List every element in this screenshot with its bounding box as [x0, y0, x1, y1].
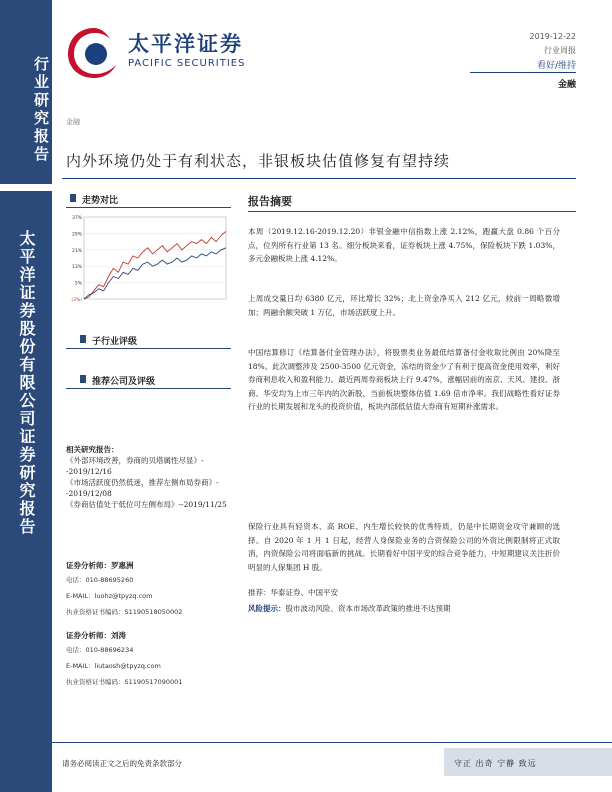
section-recommend — [92, 374, 155, 387]
title-rule — [62, 178, 576, 179]
logo-cn-text: 太平洋证券 — [128, 32, 243, 56]
logo-mark-icon — [66, 24, 122, 80]
analyst-2 — [66, 630, 241, 688]
section-recommend-label: 推荐公司及评级 — [92, 377, 156, 387]
related-label: 相关研究报告： — [66, 445, 119, 454]
summary-rule — [248, 211, 576, 212]
footer-rule — [52, 742, 612, 743]
footer-disclaimer[interactable]: 请务必阅读正文之后的免责条款部分 — [62, 759, 182, 768]
summary-heading: 报告摘要 — [248, 195, 292, 208]
analyst-cert: 执业资格证书编码：S1190517090001 — [66, 678, 183, 686]
company-logo — [66, 24, 276, 80]
logo-en-text: PACIFIC SECURITIES — [128, 58, 246, 69]
summary-paragraph: 保险行业具有轻资本、高 ROE、内生增长较快的优秀特质，仍是中长期资金攻守兼顾的选择。自 2020 年 1 月 1 日起，经营人身保险业务的合资保险公司的外资比例限制将正式取消，内资保险公司将面临新的挑战。长期看好中国平安的综合竞争能力，中短期建议关注折价明显的人保集团 H 股。 — [248, 522, 560, 572]
section-marker-icon — [70, 194, 76, 202]
sidebar-report-type: 行业研究报告 — [32, 56, 50, 164]
analyst-title: 证券分析师：刘涛 — [66, 631, 126, 640]
sidebar-company: 太平洋证券股份有限公司证券研究报告 — [17, 230, 36, 536]
section-sub-rating-label: 子行业评级 — [92, 337, 138, 347]
footer-motto-box — [444, 748, 612, 776]
related-item[interactable]: 《市场活跃度仍然低迷，推荐左侧布局券商》--2019/12/08 — [66, 478, 219, 498]
chart-y-tick-label: 5% — [74, 281, 82, 287]
section-marker-icon — [80, 335, 86, 343]
summary-paragraph: 上周成交量日均 6380 亿元，环比增长 32%；北上资金净买入 212 亿元，较前一周略微增加；两融余额突破 1 万亿，市场活跃度上升。 — [248, 294, 560, 317]
related-item[interactable]: 《券商估值处于低位可左侧布局》--2019/11/25 — [66, 500, 227, 509]
analyst-email[interactable]: E-MAIL：luohz@tpyzq.com — [66, 592, 153, 600]
risk-line — [248, 602, 560, 616]
summary-paragraph: 本周（2019.12.16-2019.12.20）非银金融中信指数上涨 2.12%，跑赢大盘 0.86 个百分点，位列所有行业第 13 名。细分板块来看，证券板块上涨 4.75%，保险板块下跌 1.03%，多元金融板块上涨 4.12%。 — [248, 227, 560, 263]
section-sub-rating — [92, 334, 137, 347]
recommend-rule — [66, 388, 231, 389]
recommend-line: 推荐：华泰证券、中国平安 — [248, 588, 338, 597]
risk-text: 股市波动风险、资本市场改革政策的推进不达预期 — [285, 604, 451, 613]
chart-frame — [84, 217, 226, 299]
chart-y-tick-label: 29% — [71, 232, 82, 238]
section-marker-icon — [80, 375, 86, 383]
header-rule — [470, 72, 576, 73]
chart-y-tick-label: (3%) — [71, 298, 82, 303]
analyst-title: 证券分析师：罗惠洲 — [66, 561, 134, 570]
chart-series-line — [84, 248, 226, 299]
sector-label: 金融 — [66, 118, 80, 126]
section-trend-label: 走势对比 — [82, 196, 119, 206]
trend-chart — [66, 211, 231, 311]
analyst-cert: 执业资格证书编码：S1190518050002 — [66, 608, 183, 616]
summary-paragraph: 中国结算修订《结算备付金管理办法》，将股票类业务最低结算备付金收取比例由 20%降至 18%。此次调整涉及 2500-3500 亿元资金，冻结的资金少了有利于提高资金使用效率，利好券商利息收入和盈利能力。最近两周券商板块上行 9.47%，涨幅居前的南京、天风、建投、浙商、华安均为上市三年内的次新股，当前板块整体估值 1.69 倍市净率。我们战略性看好证券行业的长期发展和龙头的投资价值，板块内部低估值大券商有短期补涨需求。 — [248, 348, 560, 411]
trend-rule — [66, 207, 231, 208]
page-title: 内外环境仍处于有利状态，非银板块估值修复有望持续 — [66, 152, 451, 170]
report-date: 2019-12-22 — [529, 32, 576, 41]
analyst-phone: 电话：010-88696234 — [66, 646, 134, 654]
section-trend — [82, 193, 118, 206]
related-item[interactable]: 《外部环境改善，券商的贝塔属性尽显》--2019/12/16 — [66, 456, 204, 476]
sector-rating: 看好/维持 — [536, 61, 576, 71]
related-reports — [66, 444, 241, 510]
footer-motto: 守正 出奇 宁静 致远 — [454, 759, 537, 768]
report-type: 行业周报 — [544, 46, 576, 55]
analyst-1 — [66, 560, 241, 618]
chart-y-tick-label: 21% — [71, 248, 82, 254]
risk-label: 风险提示： — [248, 604, 286, 613]
sub-rating-rule — [66, 348, 231, 349]
chart-y-tick-label: 37% — [71, 216, 82, 221]
analyst-phone: 电话：010-88695260 — [66, 576, 134, 584]
chart-y-tick-label: 13% — [71, 265, 82, 271]
analyst-email[interactable]: E-MAIL：liutaosh@tpyzq.com — [66, 662, 161, 670]
header-sector: 金融 — [557, 80, 576, 90]
